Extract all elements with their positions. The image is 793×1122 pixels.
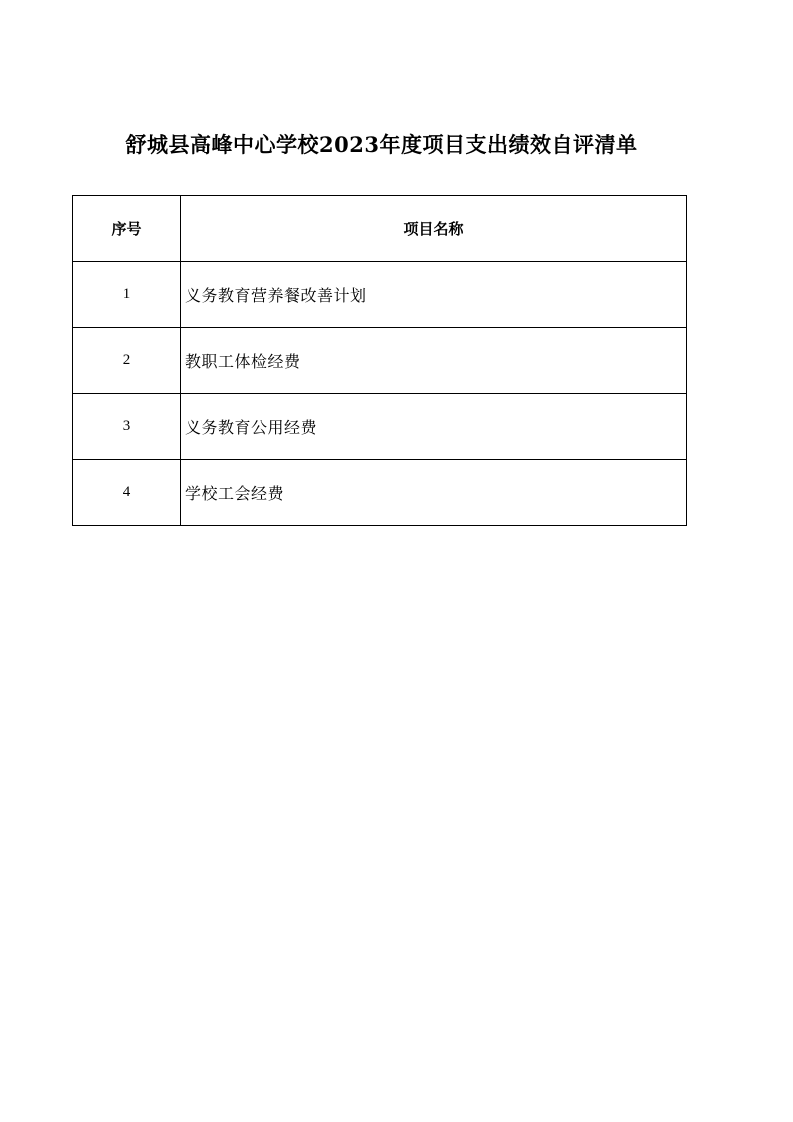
table-row	[73, 328, 687, 394]
table-row	[73, 460, 687, 526]
table-row	[73, 262, 687, 328]
header-number: 序号	[73, 196, 181, 262]
row-project-name: 义务教育营养餐改善计划	[181, 262, 687, 328]
row-number: 4	[73, 460, 181, 526]
row-number: 2	[73, 328, 181, 394]
project-list-table	[72, 195, 687, 526]
row-number: 3	[73, 394, 181, 460]
header-project-name: 项目名称	[181, 196, 687, 262]
table-header-row	[73, 196, 687, 262]
row-project-name: 学校工会经费	[181, 460, 687, 526]
table-row	[73, 394, 687, 460]
row-project-name: 义务教育公用经费	[181, 394, 687, 460]
document-title: 舒城县高峰中心学校2023年度项目支出绩效自评清单	[125, 132, 638, 157]
row-number: 1	[73, 262, 181, 328]
row-project-name: 教职工体检经费	[181, 328, 687, 394]
